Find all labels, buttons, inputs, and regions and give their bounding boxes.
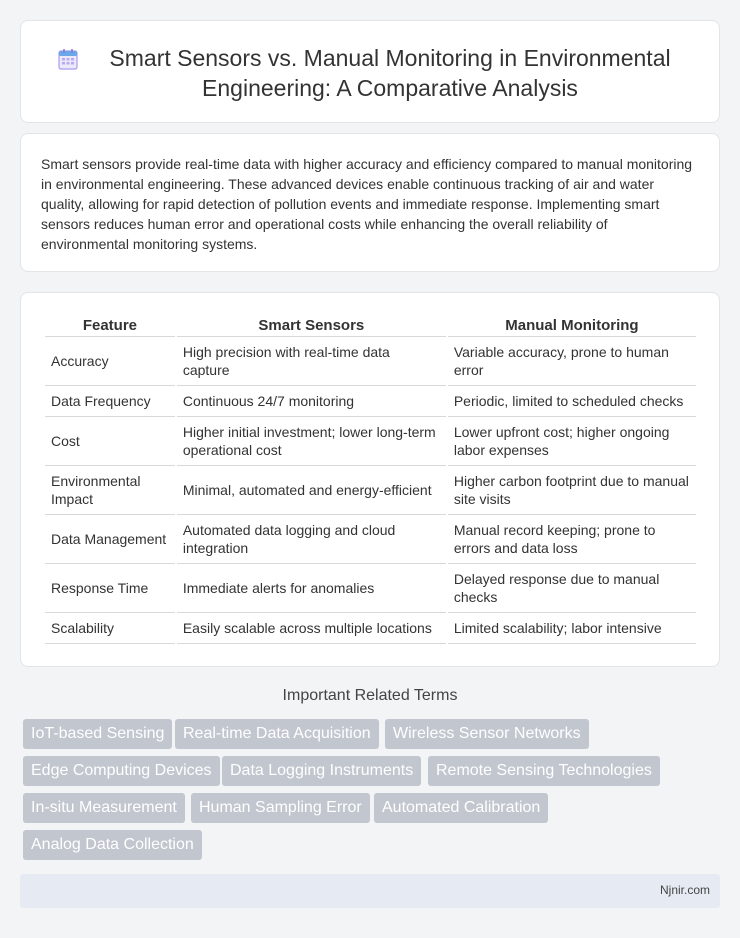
table-cell: Data Frequency — [45, 386, 175, 417]
table-header-row — [45, 315, 696, 337]
related-term-tag[interactable]: Wireless Sensor Networks — [385, 719, 589, 749]
footer-bar — [20, 874, 720, 908]
table-row — [45, 613, 696, 644]
related-term-tag[interactable]: Analog Data Collection — [23, 830, 202, 860]
related-term-tag[interactable]: Edge Computing Devices — [23, 756, 220, 786]
table-row — [45, 337, 696, 386]
table-cell: Immediate alerts for anomalies — [177, 564, 446, 613]
related-term-tag[interactable]: Automated Calibration — [374, 793, 548, 823]
table-cell: Scalability — [45, 613, 175, 644]
related-term-tag[interactable]: Remote Sensing Technologies — [428, 756, 660, 786]
column-header-feature: Feature — [45, 315, 175, 337]
table-cell: Minimal, automated and energy-efficient — [177, 466, 446, 515]
related-terms-heading: Important Related Terms — [282, 687, 458, 704]
table-row — [45, 386, 696, 417]
table-cell: Periodic, limited to scheduled checks — [448, 386, 696, 417]
table-cell: Manual record keeping; prone to errors and data loss — [448, 515, 696, 564]
column-header-smart-sensors: Smart Sensors — [177, 315, 446, 337]
table-cell: Accuracy — [45, 337, 175, 386]
title-card — [20, 20, 720, 123]
table-cell: Lower upfront cost; higher ongoing labor expenses — [448, 417, 696, 466]
table-cell: Environmental Impact — [45, 466, 175, 515]
related-term-tag[interactable]: IoT-based Sensing — [23, 719, 172, 749]
related-term-tag[interactable]: Real-time Data Acquisition — [175, 719, 379, 749]
related-term-tag[interactable]: Human Sampling Error — [191, 793, 370, 823]
table-cell: Higher initial investment; lower long-term operational cost — [177, 417, 446, 466]
table-row — [45, 466, 696, 515]
table-cell: Cost — [45, 417, 175, 466]
table-row — [45, 564, 696, 613]
table-cell: Limited scalability; labor intensive — [448, 613, 696, 644]
footer-site-link[interactable]: Njnir.com — [659, 883, 710, 897]
table-cell: Delayed response due to manual checks — [448, 564, 696, 613]
page-title: Smart Sensors vs. Manual Monitoring in Environmental Engineering: A Comparative Analysis — [109, 45, 671, 101]
table-cell: Response Time — [45, 564, 175, 613]
related-term-tag[interactable]: In-situ Measurement — [23, 793, 185, 823]
comparison-table — [43, 315, 698, 644]
table-row — [45, 515, 696, 564]
table-cell: Easily scalable across multiple locations — [177, 613, 446, 644]
column-header-manual-monitoring: Manual Monitoring — [448, 315, 696, 337]
table-cell: Automated data logging and cloud integration — [177, 515, 446, 564]
intro-paragraph: Smart sensors provide real-time data with higher accuracy and efficiency compared to manual monitoring in environmental engineering. These advanced devices enable continuous tracking of air and water quality, allowing for rapid detection of pollution events and immediate response. Implementing smart sensors reduces human error and operational costs while enhancing the overall reliability of environmental monitoring systems. — [41, 156, 693, 252]
table-cell: Data Management — [45, 515, 175, 564]
intro-card — [20, 133, 720, 272]
table-cell: Continuous 24/7 monitoring — [177, 386, 446, 417]
table-row — [45, 417, 696, 466]
table-cell: High precision with real-time data capture — [177, 337, 446, 386]
comparison-table-card — [20, 292, 720, 667]
table-cell: Variable accuracy, prone to human error — [448, 337, 696, 386]
table-cell: Higher carbon footprint due to manual site visits — [448, 466, 696, 515]
related-term-tag[interactable]: Data Logging Instruments — [222, 756, 421, 786]
